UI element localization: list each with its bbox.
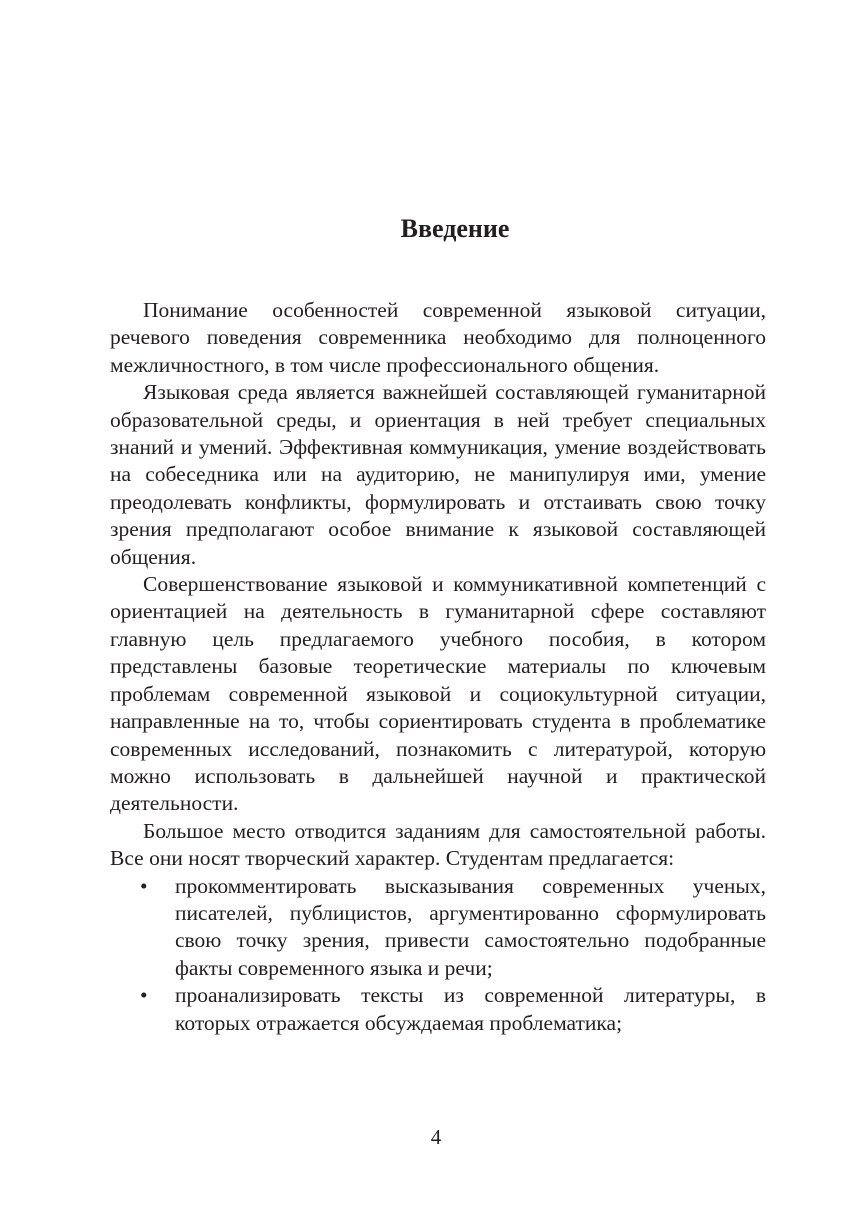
paragraph: Понимание особенностей современной языковой ситуации, речевого поведения современника необходимо для полноценного межличностного, в том числе профессионального общения.: [110, 298, 766, 377]
bullet-list: [110, 873, 766, 1037]
list-item-text: проанализировать тексты из современной литературы, в которых отражается обсуждаемая проблематика;: [175, 983, 766, 1035]
bullet-icon: •: [140, 873, 148, 898]
chapter-title: Введение: [400, 214, 510, 243]
list-item: [110, 873, 766, 983]
list-item-text: прокомментировать высказывания современных ученых, писателей, публицистов, аргументированно сформулировать свою точку зрения, привести самостоятельно подобранные факты современного языка и речи;: [175, 873, 766, 980]
bullet-icon: •: [140, 983, 148, 1008]
paragraph: Языковая среда является важнейшей составляющей гуманитарной образовательной среды, и ориентация в ней требует специальных знаний и умений. Эффективная коммуникация, умение воздействовать на собеседника или на аудиторию, не манипулируя ими, умение преодолевать конфликты, формулировать и отстаивать свою точку зрения предполагают особое внимание к языковой составляющей общения.: [110, 380, 766, 569]
paragraph: Совершенствование языковой и коммуникативной компетенций с ориентацией на деятельность в гуманитарной сфере составляют главную цель предлагаемого учебного пособия, в котором представлены базовые теоретические материалы по ключевым проблемам современной языковой и социокультурной ситуации, направленные на то, чтобы сориентировать студента в проблематике современных исследований, познакомить с литературой, которую можно использовать в дальнейшей научной и практической деятельности.: [110, 572, 766, 816]
page-number: 4: [430, 1125, 442, 1149]
paragraph: Большое место отводится заданиям для самостоятельной работы. Все они носят творческий характер. Студентам предлагается:: [110, 818, 766, 871]
body-text: [110, 297, 766, 1037]
list-item: [110, 982, 766, 1037]
